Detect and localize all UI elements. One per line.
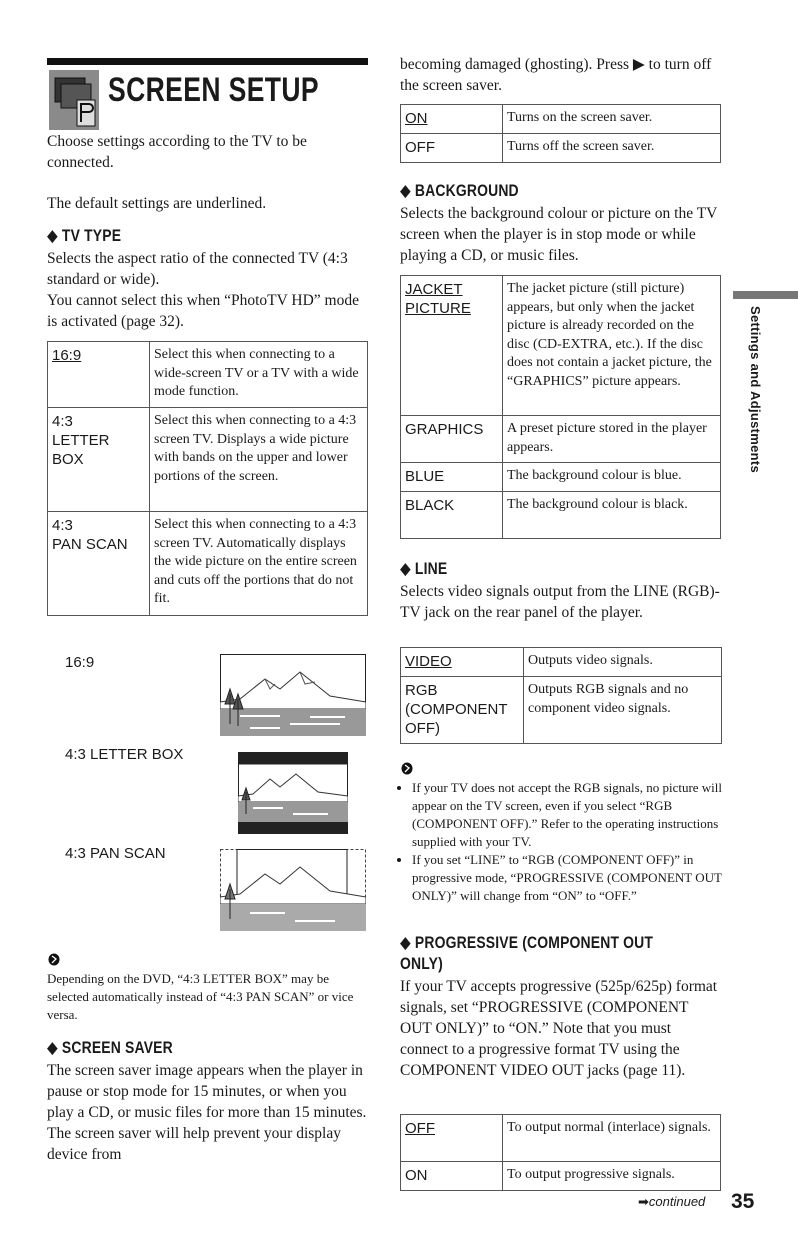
background-table — [400, 275, 721, 539]
table-row — [401, 677, 722, 744]
side-tab-label: Settings and Adjustments — [748, 306, 763, 474]
figure-label: 4:3 LETTER BOX — [65, 746, 184, 763]
arrow-right-icon: ➡ — [638, 1194, 649, 1209]
tv-type-desc-2: You cannot select this when “PhotoTV HD” mode is activated (page 32). — [47, 292, 359, 330]
side-tab-bar — [733, 291, 798, 299]
line-table — [400, 647, 722, 744]
landscape-wide-image — [220, 654, 366, 736]
default-note: The default settings are underlined. — [47, 195, 267, 212]
page-number: 35 — [731, 1190, 755, 1213]
intro-text: Choose settings according to the TV to be connected. — [47, 133, 307, 171]
option-value: Select this when connecting to a wide-screen TV or a TV with a wide mode function. — [150, 342, 368, 408]
option-key: 4:3 PAN SCAN — [48, 512, 150, 616]
option-value: A preset picture stored in the player appears. — [503, 416, 721, 463]
tv-type-desc — [47, 248, 367, 332]
line-heading: ◆ LINE — [400, 559, 448, 578]
table-row — [401, 648, 722, 677]
tv-type-tip: Depending on the DVD, “4:3 LETTER BOX” may be selected automatically instead of “4:3 PAN SCAN” or vice versa. — [47, 971, 354, 1022]
table-row — [401, 416, 721, 463]
option-value: The background colour is blue. — [503, 463, 721, 492]
landscape-panscan-image — [220, 849, 366, 931]
option-value: The background colour is black. — [503, 492, 721, 539]
option-key: RGB (COMPONENT OFF) — [401, 677, 524, 744]
page-title: SCREEN SETUP — [108, 71, 319, 109]
option-key: VIDEO — [401, 648, 524, 677]
option-value: Select this when connecting to a 4:3 screen TV. Displays a wide picture with bands on the upper and lower portions of the screen. — [150, 408, 368, 512]
progressive-desc: If your TV accepts progressive (525p/625p) format signals, set “PROGRESSIVE (COMPONENT OUT ONLY)” to “ON.” Note that you must connect to a progressive format TV using the COMPONENT VIDEO OUT jacks (page 11). — [400, 978, 718, 1079]
landscape-letterbox-image — [238, 752, 348, 834]
list-item: • If your TV does not accept the RGB signals, no picture will appear on the TV screen, even if you select “RGB (COMPONENT OFF).” Refer to the operating instructions supplied with your TV. — [412, 779, 732, 851]
option-value: Outputs RGB signals and no component video signals. — [524, 677, 722, 744]
option-value: The jacket picture (still picture) appears, but only when the jacket picture is already recorded on the disc (CD-EXTRA, etc.). If the disc does not contain a jacket picture, the “GRAPHICS” picture appears. — [503, 276, 721, 416]
option-value: To output normal (interlace) signals. — [503, 1115, 721, 1162]
title-rule — [47, 58, 368, 65]
option-key: 16:9 — [48, 342, 150, 408]
screen-saver-desc-cont: becoming damaged (ghosting). Press ▶ to turn off the screen saver. — [400, 56, 712, 94]
table-row — [48, 408, 368, 512]
option-key: BLACK — [401, 492, 503, 539]
option-key: ON — [401, 1162, 503, 1191]
screen-saver-table — [400, 104, 721, 163]
progressive-table — [400, 1114, 721, 1191]
option-key: GRAPHICS — [401, 416, 503, 463]
table-row — [401, 492, 721, 539]
background-heading: ◆ BACKGROUND — [400, 181, 519, 200]
background-desc: Selects the background colour or picture on the TV screen when the player is in stop mode or while playing a CD, or music files. — [400, 205, 718, 264]
continued-indicator — [638, 1194, 705, 1210]
progressive-heading-2: ONLY) — [400, 954, 443, 973]
figure-label: 16:9 — [65, 654, 95, 671]
option-key: JACKET PICTURE — [401, 276, 503, 416]
option-key: OFF — [401, 134, 503, 163]
line-notes — [400, 779, 732, 905]
line-desc: Selects video signals output from the LINE (RGB)-TV jack on the rear panel of the player. — [400, 583, 720, 621]
table-row — [401, 1115, 721, 1162]
table-row — [48, 342, 368, 408]
continued-text: continued — [648, 1194, 706, 1209]
option-value: Outputs video signals. — [524, 648, 722, 677]
option-value: Select this when connecting to a 4:3 screen TV. Automatically displays the wide picture on the entire screen and cuts off the portions that do not fit. — [150, 512, 368, 616]
tv-type-table — [47, 341, 368, 616]
option-value: Turns on the screen saver. — [503, 105, 721, 134]
table-row — [401, 463, 721, 492]
tv-type-desc-1: Selects the aspect ratio of the connected TV (4:3 standard or wide). — [47, 250, 348, 288]
table-row — [48, 512, 368, 616]
option-key: 4:3 LETTER BOX — [48, 408, 150, 512]
screen-saver-desc: The screen saver image appears when the player in pause or stop mode for 15 minutes, or when you play a CD, or music files for more than 15 minutes. The screen saver will help prevent your display device from — [47, 1062, 367, 1163]
tv-type-heading: ◆ TV TYPE — [47, 226, 122, 245]
option-key: OFF — [401, 1115, 503, 1162]
list-item: • If you set “LINE” to “RGB (COMPONENT OFF)” in progressive mode, “PROGRESSIVE (COMPONENT OUT ONLY)” will change from “ON” to “OFF.” — [412, 851, 732, 905]
figure-label: 4:3 PAN SCAN — [65, 845, 166, 862]
option-key: ON — [401, 105, 503, 134]
table-row — [401, 1162, 721, 1191]
progressive-heading-1: ◆ PROGRESSIVE (COMPONENT OUT — [400, 933, 654, 952]
option-value: Turns off the screen saver. — [503, 134, 721, 163]
table-row — [401, 276, 721, 416]
tip-icon — [401, 762, 413, 780]
progressive-heading — [400, 932, 653, 974]
screen-saver-heading: ◆ SCREEN SAVER — [47, 1038, 173, 1057]
screen-setup-icon — [49, 70, 99, 130]
table-row — [401, 105, 721, 134]
table-row — [401, 134, 721, 163]
option-value: To output progressive signals. — [503, 1162, 721, 1191]
option-key: BLUE — [401, 463, 503, 492]
tip-icon — [48, 953, 60, 971]
